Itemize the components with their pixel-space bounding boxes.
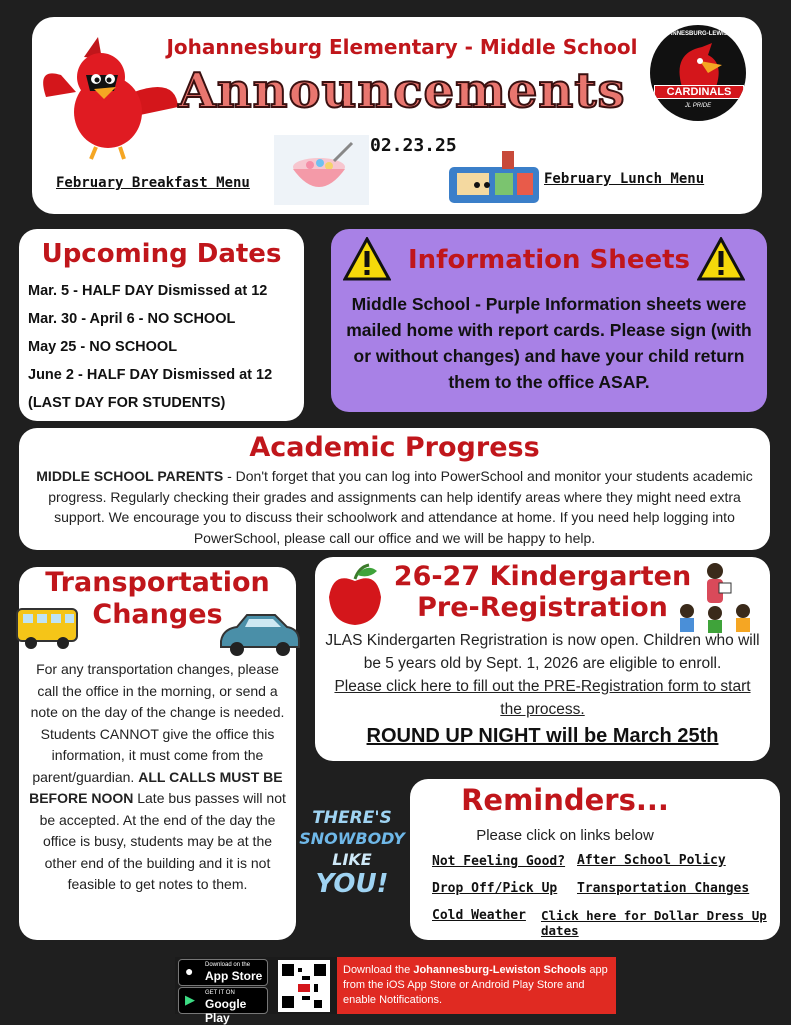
date-item: June 2 - HALF DAY Dismissed at 12 <box>28 367 273 383</box>
lunch-tray-icon <box>447 149 542 209</box>
logo-top-text: JOHANNESBURG-LEWISTON <box>655 31 741 37</box>
drop-off-pick-up-link[interactable]: Drop Off/Pick Up <box>432 881 558 896</box>
app-download-text <box>337 957 616 1014</box>
app-store-small: Download on the <box>205 962 251 968</box>
snow-line-1: THERE'S <box>312 808 392 828</box>
warning-icon <box>697 237 745 281</box>
snow-line-2: SNOWBODY <box>299 829 405 848</box>
transportation-title-line2: Changes <box>92 599 223 630</box>
transportation-card <box>19 567 296 940</box>
snow-line-3: LIKE <box>332 850 372 869</box>
information-sheets-card <box>331 229 767 412</box>
warning-icon <box>343 237 391 281</box>
round-up-night: ROUND UP NIGHT will be March 25th <box>366 725 719 747</box>
google-play-small: GET IT ON <box>205 990 235 996</box>
transport-text-2: Late bus passes will not be accepted. At the end of the day the office is busy, students may be at the other end of the building and it is not feasible to get notes to them. <box>39 790 286 892</box>
dollar-dress-up-link[interactable]: Click here for Dollar Dress Up dates <box>541 908 767 938</box>
teacher-children-icon <box>675 561 755 633</box>
school-logo <box>650 25 746 121</box>
reminders-card <box>410 779 780 940</box>
kindergarten-body: JLAS Kindergarten Regristration is now open. Children who will be 5 years old by Sept. 1, 2026 are eligible to enroll. <box>325 632 760 672</box>
google-play-label: Google Play <box>205 997 247 1025</box>
transportation-title-line1: Transportation <box>45 567 270 598</box>
upcoming-dates-list <box>28 283 272 423</box>
app-text-post: app from the iOS App Store or Android Play Store and enable Notifications. <box>343 964 608 1006</box>
breakfast-menu-link[interactable]: February Breakfast Menu <box>56 175 250 191</box>
app-text-bold: Johannesburg-Lewiston Schools <box>413 964 587 976</box>
header-card <box>32 17 762 214</box>
kindergarten-registration-link[interactable]: Please click here to fill out the PRE-Registration form to start the process. <box>334 678 751 718</box>
google-play-badge[interactable] <box>178 987 268 1025</box>
qr-code-icon <box>278 960 330 1012</box>
kindergarten-card <box>315 557 770 761</box>
date-item: May 25 - NO SCHOOL <box>28 339 178 355</box>
cold-weather-link[interactable]: Cold Weather <box>432 908 526 923</box>
date-item: Mar. 30 - April 6 - NO SCHOOL <box>28 311 236 327</box>
date-item: Mar. 5 - HALF DAY Dismissed at 12 <box>28 283 268 299</box>
academic-text: - Don't forget that you can log into PowerSchool and monitor your students academic progress. Regularly checking their grades and assignments can help identify areas where they might need extra support. We encourage you to discuss their schoolwork and attendance at home. If you need help logging into PowerSchool, please call our office and we will be happy to help. <box>48 468 753 546</box>
cereal-bowl-icon <box>274 135 369 205</box>
school-bus-icon <box>15 603 83 651</box>
academic-lead: MIDDLE SCHOOL PARENTS <box>36 468 224 484</box>
information-sheets-title: Information Sheets <box>408 245 690 275</box>
page-title: Announcements <box>178 63 626 119</box>
transportation-body <box>27 659 288 896</box>
app-download-banner <box>175 957 616 1025</box>
cardinal-head-icon <box>672 43 724 87</box>
transport-text-1: For any transportation changes, please call the office in the morning, or send a note on the day of the change is needed. Students CANNOT give the office this information, it must come from the parent/guardian. <box>30 661 285 785</box>
upcoming-dates-title: Upcoming Dates <box>41 239 282 269</box>
app-store-label: App Store <box>205 969 263 983</box>
school-name: Johannesburg Elementary - Middle School <box>166 35 638 59</box>
logo-name: CARDINALS <box>654 85 744 99</box>
transportation-changes-link[interactable]: Transportation Changes <box>577 881 750 896</box>
date-item: (LAST DAY FOR STUDENTS) <box>28 395 226 411</box>
kindergarten-title-line1: 26-27 Kindergarten <box>393 561 692 592</box>
reminders-title: Reminders... <box>461 783 669 817</box>
snowbody-graphic <box>296 808 408 914</box>
apple-logo-icon: ● <box>185 963 194 979</box>
logo-tagline: JL PRIDE <box>684 103 712 109</box>
academic-progress-body <box>33 466 756 548</box>
car-icon <box>217 609 301 659</box>
information-sheets-body: Middle School - Purple Information sheets were mailed home with report cards. Please sign (with or without changes) and have your child return them to the office ASAP. <box>346 294 752 392</box>
after-school-policy-link[interactable]: After School Policy <box>577 853 726 868</box>
kindergarten-title-line2: Pre-Registration <box>417 592 668 623</box>
cardinal-mascot-icon <box>36 37 181 162</box>
lunch-menu-link[interactable]: February Lunch Menu <box>544 171 705 187</box>
app-store-badge[interactable] <box>178 959 268 986</box>
academic-progress-title: Academic Progress <box>249 432 540 463</box>
qr-code[interactable] <box>278 960 330 1012</box>
reminders-subtitle: Please click on links below <box>476 827 654 844</box>
transport-bold: ALL CALLS MUST BE BEFORE NOON <box>29 768 283 806</box>
app-text-pre: Download the <box>343 964 414 976</box>
academic-progress-card <box>19 428 770 550</box>
upcoming-dates-card <box>19 229 304 421</box>
announcement-date: 02.23.25 <box>370 135 457 156</box>
not-feeling-good-link[interactable]: Not Feeling Good? <box>432 854 566 869</box>
play-triangle-icon: ▶ <box>185 992 195 1007</box>
snow-line-4: YOU! <box>315 869 389 899</box>
